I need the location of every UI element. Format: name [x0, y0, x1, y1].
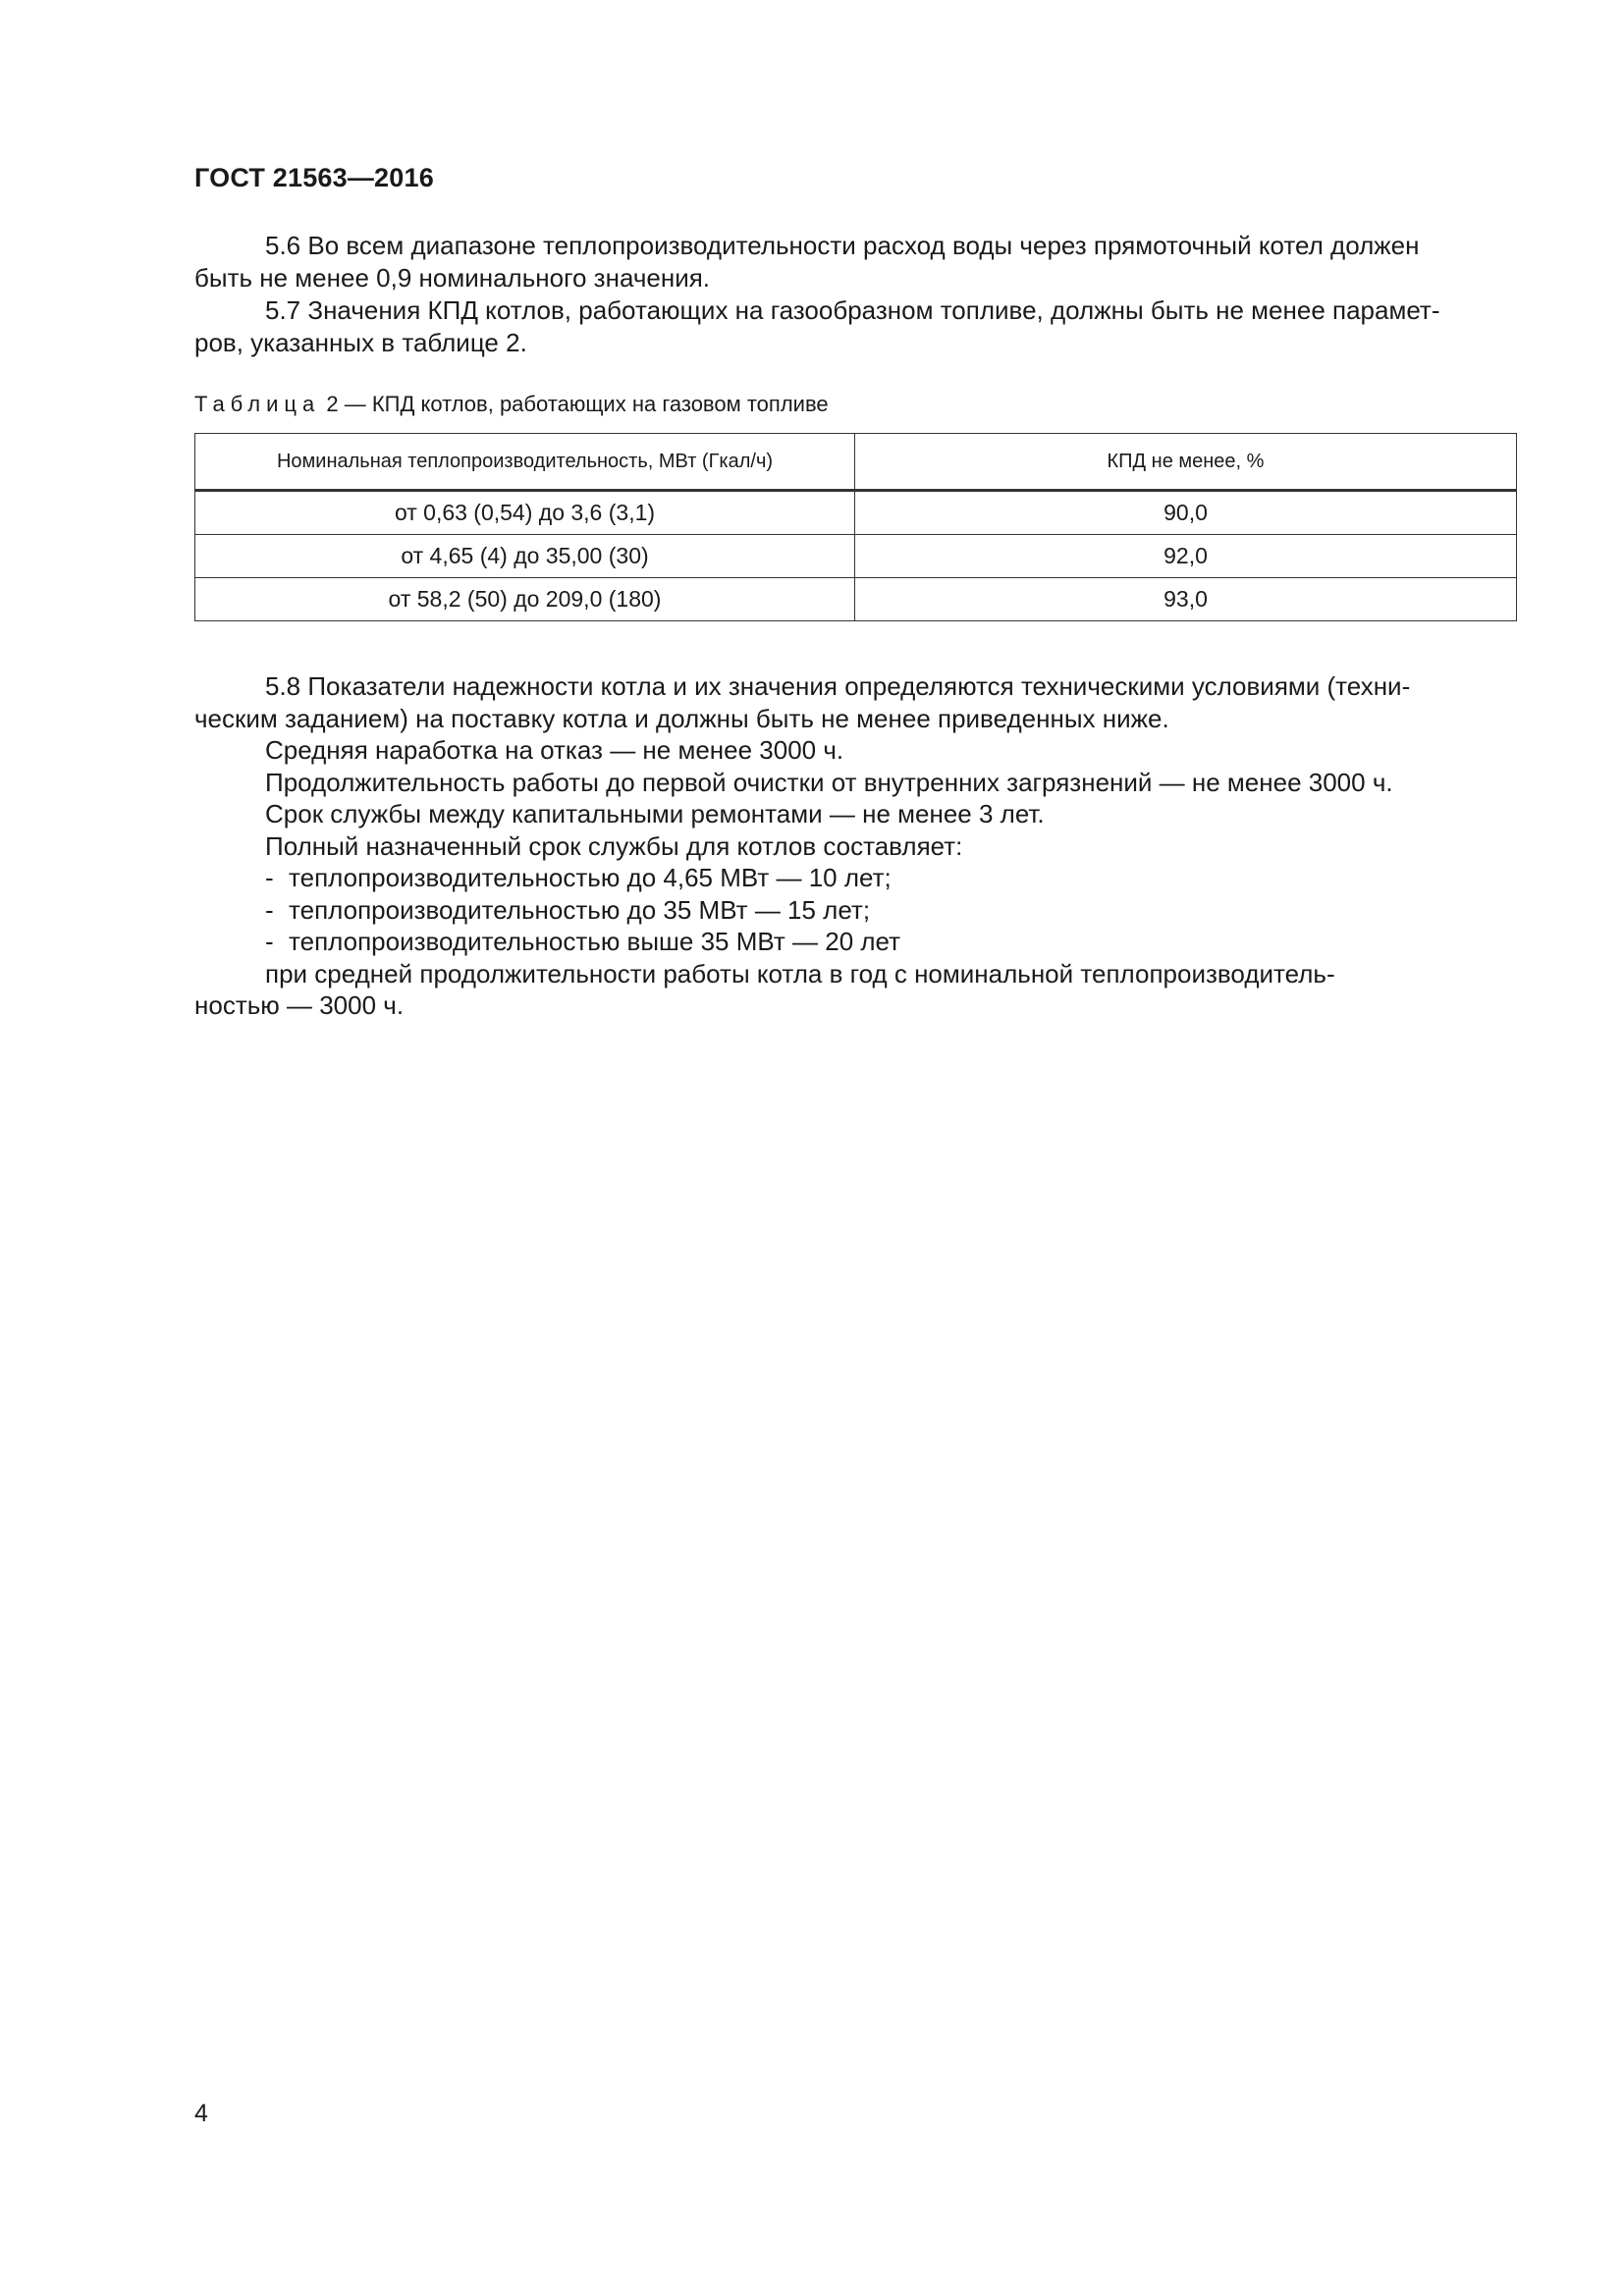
- first-cleaning-line: Продолжительность работы до первой очистки от внутренних загрязнений — не менее 3000 ч.: [265, 767, 1393, 797]
- paragraph-5-7-line1: 5.7 Значения КПД котлов, работающих на газообразном топливе, должны быть не менее парамет-: [265, 295, 1440, 325]
- paragraph-5-6-line1: 5.6 Во всем диапазоне теплопроизводительности расход воды через прямоточный котел должен: [265, 231, 1420, 260]
- full-life-intro: Полный назначенный срок службы для котлов составляет:: [265, 830, 963, 861]
- table-cell-capacity: от 4,65 (4) до 35,00 (30): [195, 535, 855, 578]
- table-caption-word: Таблица: [194, 392, 321, 416]
- paragraph-5-8: [194, 670, 1515, 734]
- table-caption-text: 2 — КПД котлов, работающих на газовом топливе: [326, 392, 829, 416]
- mtbf-line: Средняя наработка на отказ — не менее 3000 ч.: [265, 735, 844, 765]
- section-5-6-5-7: [194, 230, 1515, 359]
- table-row: [195, 578, 1517, 621]
- table-cell-capacity: от 58,2 (50) до 209,0 (180): [195, 578, 855, 621]
- list-item: [194, 894, 1515, 927]
- dash-marker: -: [265, 863, 274, 892]
- paragraph-5-7: [194, 294, 1515, 359]
- table-row: [195, 491, 1517, 535]
- tail-line2: ностью — 3000 ч.: [194, 990, 405, 1020]
- paragraph-5-6-line2: быть не менее 0,9 номинального значения.: [194, 263, 711, 293]
- list-item-text: теплопроизводительностью до 35 МВт — 15 лет;: [289, 894, 871, 925]
- table-header-row: [195, 434, 1517, 491]
- paragraph-5-8-line2: ческим заданием) на поставку котла и должны быть не менее приведенных ниже.: [194, 703, 1169, 733]
- table-caption: [194, 392, 829, 417]
- dash-marker: -: [265, 894, 274, 925]
- column-header-capacity: Номинальная теплопроизводительность, МВт (Гкал/ч): [195, 434, 855, 491]
- table-cell-capacity: от 0,63 (0,54) до 3,6 (3,1): [195, 491, 855, 535]
- column-header-efficiency: КПД не менее, %: [855, 434, 1517, 491]
- list-item: [194, 926, 1515, 958]
- table-row: [195, 535, 1517, 578]
- table-cell-efficiency: 90,0: [855, 491, 1517, 535]
- document-header: ГОСТ 21563—2016: [194, 163, 434, 192]
- section-5-8: [194, 670, 1515, 1022]
- paragraph-5-7-line2: ров, указанных в таблице 2.: [194, 328, 527, 357]
- dash-marker: -: [265, 927, 274, 956]
- list-item-text: теплопроизводительностью до 4,65 МВт — 10 лет;: [289, 863, 892, 892]
- list-item: [194, 862, 1515, 894]
- list-item-text: теплопроизводительностью выше 35 МВт — 20 лет: [289, 927, 901, 956]
- page-number: 4: [194, 2100, 208, 2127]
- table-cell-efficiency: 93,0: [855, 578, 1517, 621]
- tail-line1: при средней продолжительности работы котла в год с номинальной теплопроизводитель-: [265, 958, 1335, 988]
- paragraph-5-8-line1: 5.8 Показатели надежности котла и их значения определяются техническими условиями (техни-: [265, 671, 1411, 701]
- overhaul-line: Срок службы между капитальными ремонтами — не менее 3 лет.: [265, 799, 1045, 828]
- paragraph-5-6: [194, 230, 1515, 294]
- table-cell-efficiency: 92,0: [855, 535, 1517, 578]
- efficiency-table: [194, 433, 1517, 621]
